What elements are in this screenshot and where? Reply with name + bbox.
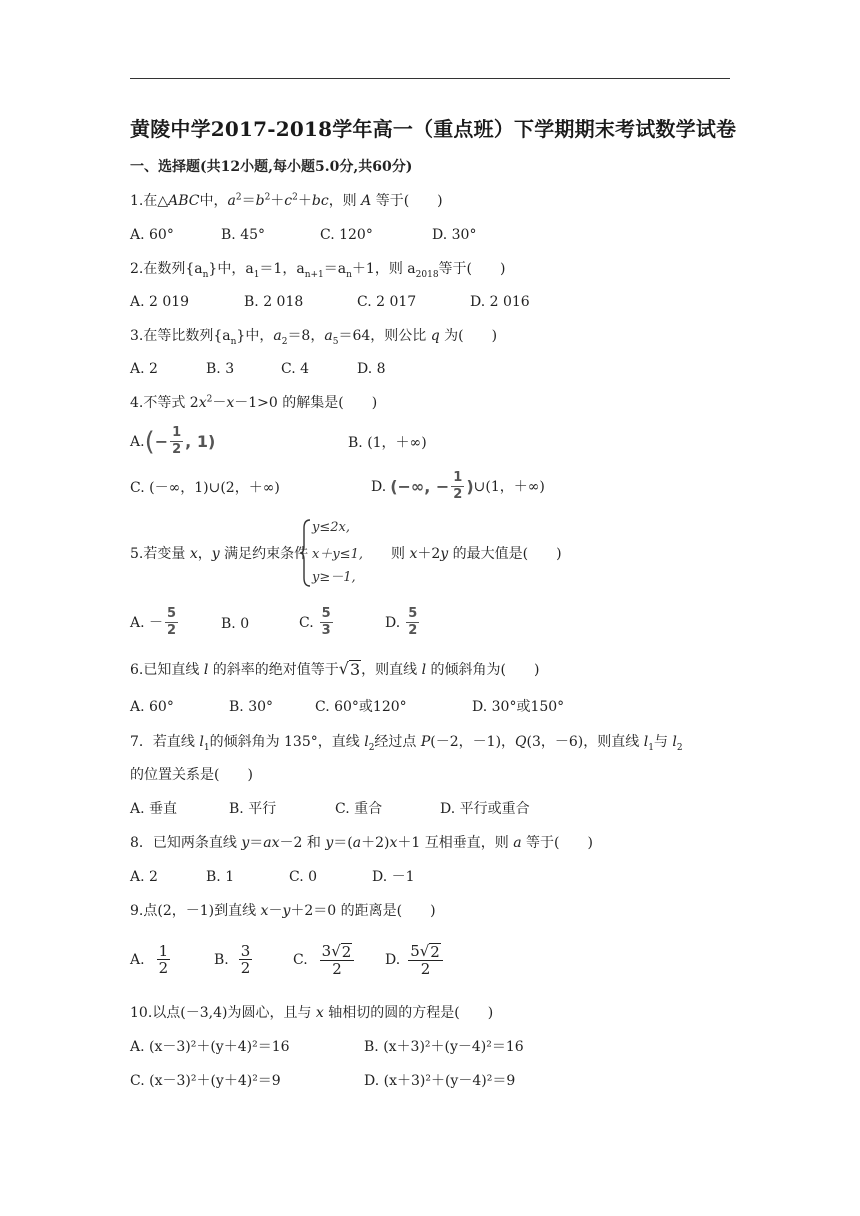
option-2a: A. 2 019	[130, 294, 190, 310]
option-3a: A. 2	[130, 361, 158, 377]
option-7b: B. 平行	[229, 801, 277, 817]
question-6: 6.已知直线 l 的斜率的绝对值等于√ 3 ，则直线 l 的倾斜角为( )	[130, 659, 540, 679]
constraint-3: y≥－1,	[312, 570, 356, 585]
option-8d: D. －1	[372, 869, 415, 885]
header-rule	[130, 78, 730, 79]
option-4a: A. ( − $\frac{1}{2}$ , 1)	[130, 425, 216, 457]
option-3c: C. 4	[281, 361, 310, 377]
option-3b: B. 3	[206, 361, 235, 377]
option-1c: C. 120°	[320, 227, 373, 243]
option-5c: C. $\frac{5}{3}$	[299, 606, 331, 638]
question-4: 4.不等式 $2x^2-x-1>0$ 的解集是( )	[130, 394, 378, 411]
option-6a: A. 60°	[130, 699, 174, 715]
option-5a: A. － $\frac{5}{2}$	[130, 606, 177, 638]
question-5: 5.若变量 x，y 满足约束条件	[130, 546, 309, 562]
question-7: 7．若直线 $l_1$的倾斜角为 135°，直线 $l_2$经过点 P(－2，－1)，Q(3，－6)，则直线 $l_1$与 $l_2$	[130, 734, 683, 753]
option-10a: A. (x－3)²＋(y＋4)²＝16	[130, 1039, 290, 1055]
option-1d: D. 30°	[432, 227, 477, 243]
question-2: 2.在数列$\{a_n\}$中，$a_1=1$，$a_{n+1}=a_n+1$，则 $a_{2018}$等于( )	[130, 261, 506, 280]
option-10b: B. (x＋3)²＋(y－4)²＝16	[364, 1039, 524, 1055]
section-heading: 一、选择题(共12小题,每小题5.0分,共60分)	[130, 159, 413, 175]
option-1b: B. 45°	[221, 227, 266, 243]
option-7a: A. 垂直	[130, 801, 178, 817]
option-2b: B. 2 018	[244, 294, 304, 310]
question-10: 10.以点(－3,4)为圆心，且与 x 轴相切的圆的方程是( )	[130, 1005, 494, 1021]
option-5d: D. $\frac{5}{2}$	[385, 606, 418, 638]
option-9b: B. $\frac{3}{2}$	[214, 942, 251, 977]
option-9d: D. 5√ 2 2	[385, 943, 445, 977]
constraint-2: x＋y≤1,	[312, 547, 363, 562]
option-6c: C. 60°或120°	[315, 699, 407, 715]
question-8: 8．已知两条直线 y＝ax－2 和 y＝(a＋2)x＋1 互相垂直，则 a 等于( )	[130, 835, 593, 851]
question-1: 1.在△ABC中，$a^2=b^2+c^2+bc$，则 A 等于( )	[130, 192, 443, 209]
option-10c: C. (x－3)²＋(y＋4)²＝9	[130, 1073, 281, 1089]
option-7d: D. 平行或重合	[440, 801, 530, 817]
option-8a: A. 2	[130, 869, 158, 885]
constraint-system	[300, 518, 400, 588]
option-9c: C. 3√ 2 2	[293, 943, 356, 977]
option-3d: D. 8	[357, 361, 386, 377]
option-6b: B. 30°	[229, 699, 274, 715]
question-7-line2: 的位置关系是( )	[130, 767, 253, 783]
option-6d: D. 30°或150°	[472, 699, 565, 715]
option-7c: C. 重合	[335, 801, 383, 817]
option-4c: C. (－∞，1)∪(2，＋∞)	[130, 480, 280, 496]
option-4b: B. (1，＋∞)	[348, 435, 427, 451]
option-4d: D. (−∞, − $\frac{1}{2}$ ) ∪(1，＋∞)	[371, 470, 545, 502]
constraint-1: y≤2x,	[312, 520, 350, 535]
left-brace-icon	[300, 518, 312, 588]
question-9: 9.点(2，－1)到直线 x－y＋2＝0 的距离是( )	[130, 903, 436, 919]
option-8b: B. 1	[206, 869, 235, 885]
question-3: 3.在等比数列$\{a_n\}$中，$a_2=8$，$a_5=64$，则公比 q 为( )	[130, 328, 498, 347]
question-5-tail: 则 x＋2y 的最大值是( )	[391, 546, 562, 562]
option-2d: D. 2 016	[470, 294, 530, 310]
option-1a: A. 60°	[130, 227, 174, 243]
page-title: 黄陵中学2017-2018学年高一（重点班）下学期期末考试数学试卷	[130, 117, 737, 141]
option-9a: A. $\frac{1}{2}$	[130, 942, 169, 977]
option-5b: B. 0	[221, 616, 250, 632]
option-2c: C. 2 017	[357, 294, 417, 310]
option-10d: D. (x＋3)²＋(y－4)²＝9	[364, 1073, 516, 1089]
option-8c: C. 0	[289, 869, 318, 885]
